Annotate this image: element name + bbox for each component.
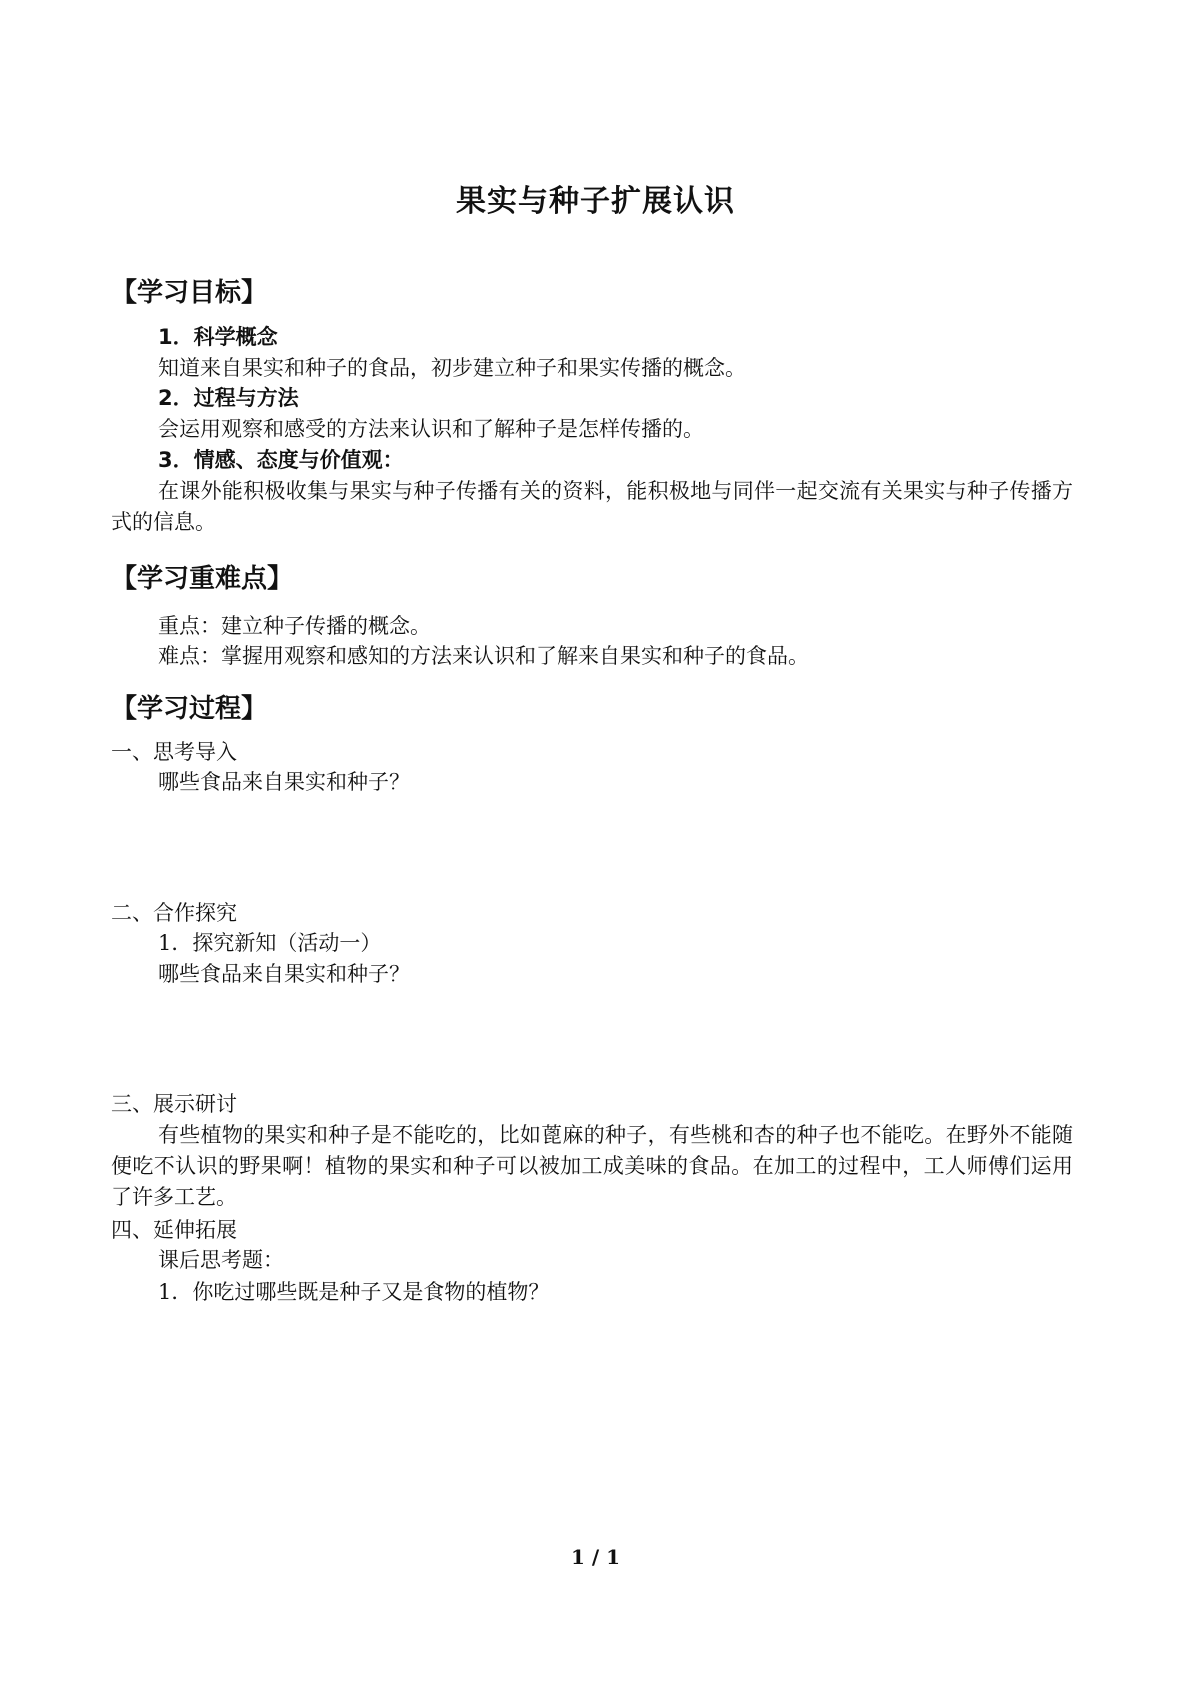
goal-2-title: 2．过程与方法 [158,386,299,410]
goal-3-text: 在课外能积极收集与果实与种子传播有关的资料，能积极地与同伴一起交流有关果实与种子传播方式的信息。 [111,479,1073,534]
part-4-question: 1．你吃过哪些既是种子又是食物的植物？ [158,1280,550,1304]
part-2-title: 二、合作探究 [111,901,237,925]
key-point-text: 重点：建立种子传播的概念。 [158,614,431,638]
goal-2-text: 会运用观察和感受的方法来认识和了解种子是怎样传播的。 [158,417,704,441]
part-3-title: 三、展示研讨 [111,1092,237,1116]
part-2-question: 哪些食品来自果实和种子？ [158,962,410,986]
difficulty-text: 难点：掌握用观察和感知的方法来认识和了解来自果实和种子的食品。 [158,644,809,668]
process-heading: 【学习过程】 [111,694,268,724]
goal-3-title: 3．情感、态度与价值观： [158,448,404,472]
key-points-heading: 【学习重难点】 [111,564,294,594]
part-4-subtitle: 课后思考题： [158,1248,284,1272]
part-1-question: 哪些食品来自果实和种子？ [158,770,410,794]
page-number: 1 / 1 [570,1545,621,1569]
part-3-text: 有些植物的果实和种子是不能吃的，比如蓖麻的种子，有些桃和杏的种子也不能吃。在野外不能随便吃不认识的野果啊！植物的果实和种子可以被加工成美味的食品。在加工的过程中，工人师傅们运用了许多工艺。 [111,1123,1073,1209]
part-1-title: 一、思考导入 [111,740,237,764]
goals-heading: 【学习目标】 [111,278,268,308]
part-4-title: 四、延伸拓展 [111,1218,237,1242]
goal-1-text: 知道来自果实和种子的食品，初步建立种子和果实传播的概念。 [158,356,746,380]
page-title: 果实与种子扩展认识 [456,184,735,219]
part-2-activity: 1．探究新知（活动一） [158,931,382,955]
goal-1-title: 1．科学概念 [158,325,278,349]
